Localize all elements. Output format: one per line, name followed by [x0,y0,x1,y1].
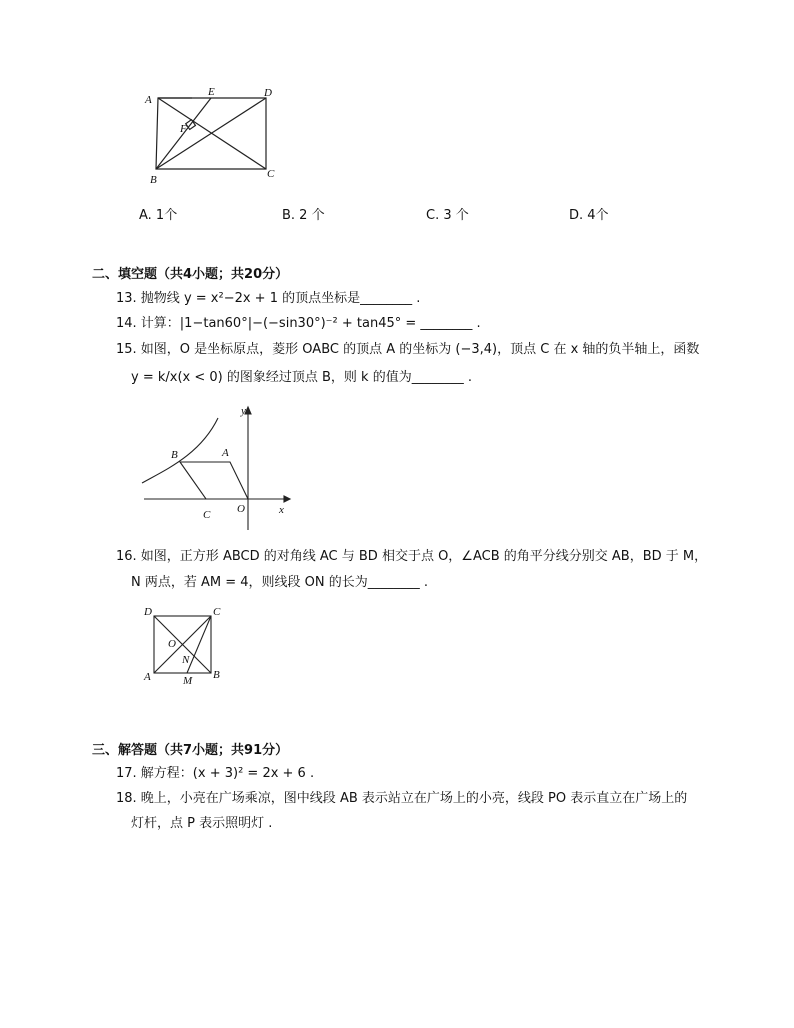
label-x: x [279,504,284,516]
label-y: y [241,405,246,417]
label-d: D [144,606,152,618]
label-d: D [264,87,272,99]
hyperbola-curve [142,418,218,483]
question-17: 17. 解方程：(x + 3)² = 2x + 6 . [116,766,315,781]
label-o: O [168,638,176,650]
question-15-line-1: 15. 如图，O 是坐标原点，菱形 OABC 的顶点 A 的坐标为 (−3,4)，顶点 C 在 x 轴的负半轴上，函数 [116,342,700,357]
question-15-line-2: y = k/x(x < 0) 的图象经过顶点 B，则 k 的值为________ . [131,370,472,385]
question-13: 13. 抛物线 y = x²−2x + 1 的顶点坐标是________ . [116,291,421,306]
label-a: A [144,671,151,683]
label-e: E [208,86,215,98]
option-d: D. 4个 [569,208,609,223]
rectangle-figure [140,85,290,190]
question-18-line-2: 灯杆，点 P 表示照明灯 . [131,816,273,831]
option-a: A. 1个 [139,208,178,223]
label-b: B [213,669,220,681]
section-heading-fill-blank: 二、填空题（共4小题；共20分） [92,267,289,282]
label-f: F [180,123,187,135]
section-heading-solve: 三、解答题（共7小题；共91分） [92,743,289,758]
label-m: M [183,675,193,687]
label-c: C [203,509,211,521]
label-b: B [150,174,157,186]
label-n: N [182,654,190,666]
option-c: C. 3 个 [426,208,469,223]
x-axis-arrow [284,496,290,502]
question-16-line-2: N 两点，若 AM = 4，则线段 ON 的长为________ . [131,575,429,590]
square-figure [140,604,230,689]
option-b: B. 2 个 [282,208,325,223]
y-axis-arrow [245,407,251,414]
bisector-cm [187,616,211,673]
label-a: A [222,447,229,459]
question-14: 14. 计算：|1−tan60°|−(−sin30°)⁻² + tan45° = ________ . [116,316,481,331]
label-a: A [145,94,152,106]
question-18-line-1: 18. 晚上，小亮在广场乘凉，图中线段 AB 表示站立在广场上的小亮，线段 PO 表示直立在广场上的 [116,791,688,806]
rhombus-oabc [180,462,248,499]
label-o: O [237,503,245,515]
label-c: C [213,606,221,618]
coordinate-graph-figure [140,400,300,530]
question-16-line-1: 16. 如图，正方形 ABCD 的对角线 AC 与 BD 相交于点 O，∠ACB 的角平分线分别交 AB，BD 于 M， [116,549,708,564]
label-c: C [267,168,275,180]
label-b: B [171,449,178,461]
